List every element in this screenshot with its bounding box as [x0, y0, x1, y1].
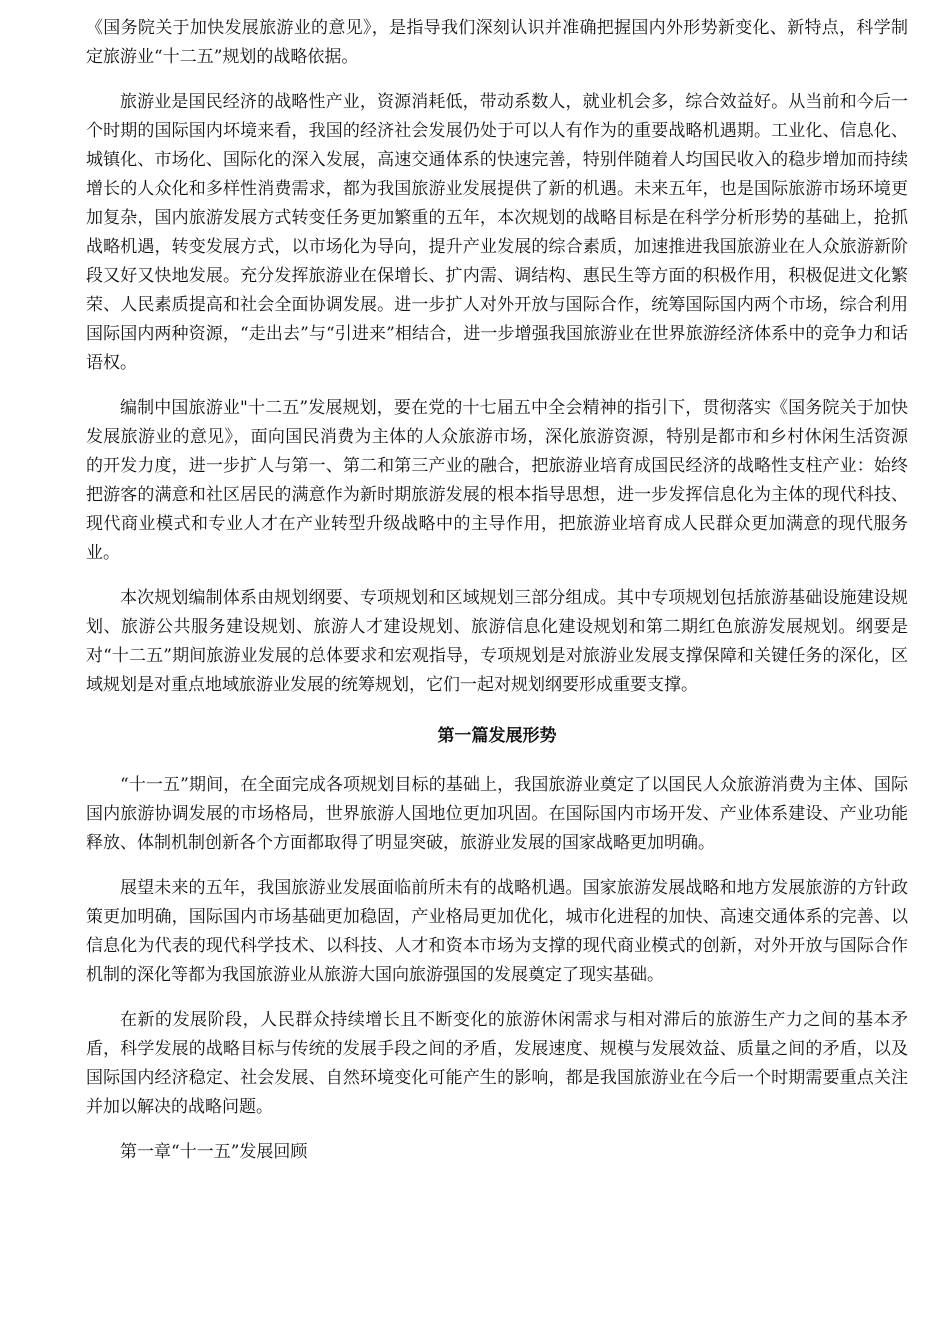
paragraph-intro-continuation: 《国务院关于加快发展旅游业的意见》，是指导我们深刻认识并准确把握国内外形势新变化、新特点，科学制定旅游业“十二五”规划的战略依据。 [86, 18, 908, 67]
chapter-heading: 第一章“十一五”发展回顾 [120, 1142, 308, 1162]
document-page [86, 14, 908, 1167]
paragraph-future-outlook: 展望未来的五年，我国旅游业发展面临前所未有的战略机遇。国家旅游发展战略和地方发展旅游的方针政策更加明确，国际国内市场基础更加稳固，产业格局更加优化，城市化进程的加快、高速交通体系的完善、以信息化为代表的现代科学技术、以科技、人才和资本市场为支撑的现代商业模式的创新，对外开放与国际合作机制的深化等都为我国旅游业从旅游大国向旅游强国的发展奠定了现实基础。 [86, 878, 908, 985]
paragraph-tourism-strategic-industry: 旅游业是国民经济的战略性产业，资源消耗低，带动系数人，就业机会多，综合效益好。从当前和今后一个时期的国际国内坏境来看，我国的经济社会发展仍处于可以人有作为的重要战略机遇期。工业化、信息化、城镇化、市场化、国际化的深入发展，高速交通体系的快速完善，特别伴随着人均国民收入的稳步增加而持续增长的人众化和多样性消费需求，都为我国旅游业发展提供了新的机遇。未来五年，也是国际旅游市场环境更加复杂，国内旅游发展方式转变任务更加繁重的五年，本次规划的战略目标是在科学分析形势的基础上，抢抓战略机遇，转变发展方式，以市场化为导向，提升产业发展的综合素质，加速推进我国旅游业在人众旅游新阶段又好又快地发展。充分发挥旅游业在保增长、扩内需、调结构、惠民生等方面的积极作用，积极促进文化繁荣、人民素质提高和社会全面协调发展。进一步扩人对外开放与国际合作，统筹国际国内两个市场，综合利用国际国内两种资源，“走出去”与“引进来”相结合，进一步增强我国旅游业在世界旅游经济体系中的竞争力和话语权。 [86, 92, 908, 373]
section-title: 第一篇发展形势 [437, 726, 557, 746]
paragraph-planning-guidance: 编制中国旅游业"十二五”发展规划，要在党的十七届五中全会精神的指引下，贯彻落实《国务院关于加快发展旅游业的意见》，面向国民消费为主体的人众旅游市场，深化旅游资源，特别是都市和乡村休闲生活资源的开发力度，进一步扩人与第一、第二和第三产业的融合，把旅游业培育成国民经济的战略性支柱产业：始终把游客的满意和社区居民的满意作为新时期旅游发展的根本指导思想，进一步发挥信息化为主体的现代科技、现代商业模式和专业人才在产业转型升级战略中的主导作用，把旅游业培育成人民群众更加满意的现代服务业。 [86, 398, 908, 563]
paragraph-eleventh-five-year-review: “十一五”期间，在全面完成各项规划目标的基础上，我国旅游业奠定了以国民人众旅游消费为主体、国际国内旅游协调发展的市场格局，世界旅游人国地位更加巩固。在国际国内市场开发、产业体系建设、产业功能释放、体制机制创新各个方面都取得了明显突破，旅游业发展的国家战略更加明确。 [86, 775, 908, 853]
paragraph-contradictions: 在新的发展阶段，人民群众持续增长且不断变化的旅游休闲需求与相对滞后的旅游生产力之间的基本矛盾，科学发展的战略目标与传统的发展手段之间的矛盾，发展速度、规模与发展效益、质量之间的矛盾，以及国际国内经济稳定、社会发展、自然环境变化可能产生的影响，都是我国旅游业在今后一个时期需要重点关注并加以解决的战略问题。 [86, 1010, 908, 1117]
paragraph-planning-system: 本次规划编制体系由规划纲要、专项规划和区域规划三部分组成。其中专项规划包括旅游基础设施建设规划、旅游公共服务建设规划、旅游人才建设规划、旅游信息化建设规划和第二期红色旅游发展规划。纲要是对“十二五”期间旅游业发展的总体要求和宏观指导，专项规划是对旅游业发展支撑保障和关键任务的深化，区域规划是对重点地域旅游业发展的统筹规划，它们一起对规划纲要形成重要支撑。 [86, 588, 908, 695]
